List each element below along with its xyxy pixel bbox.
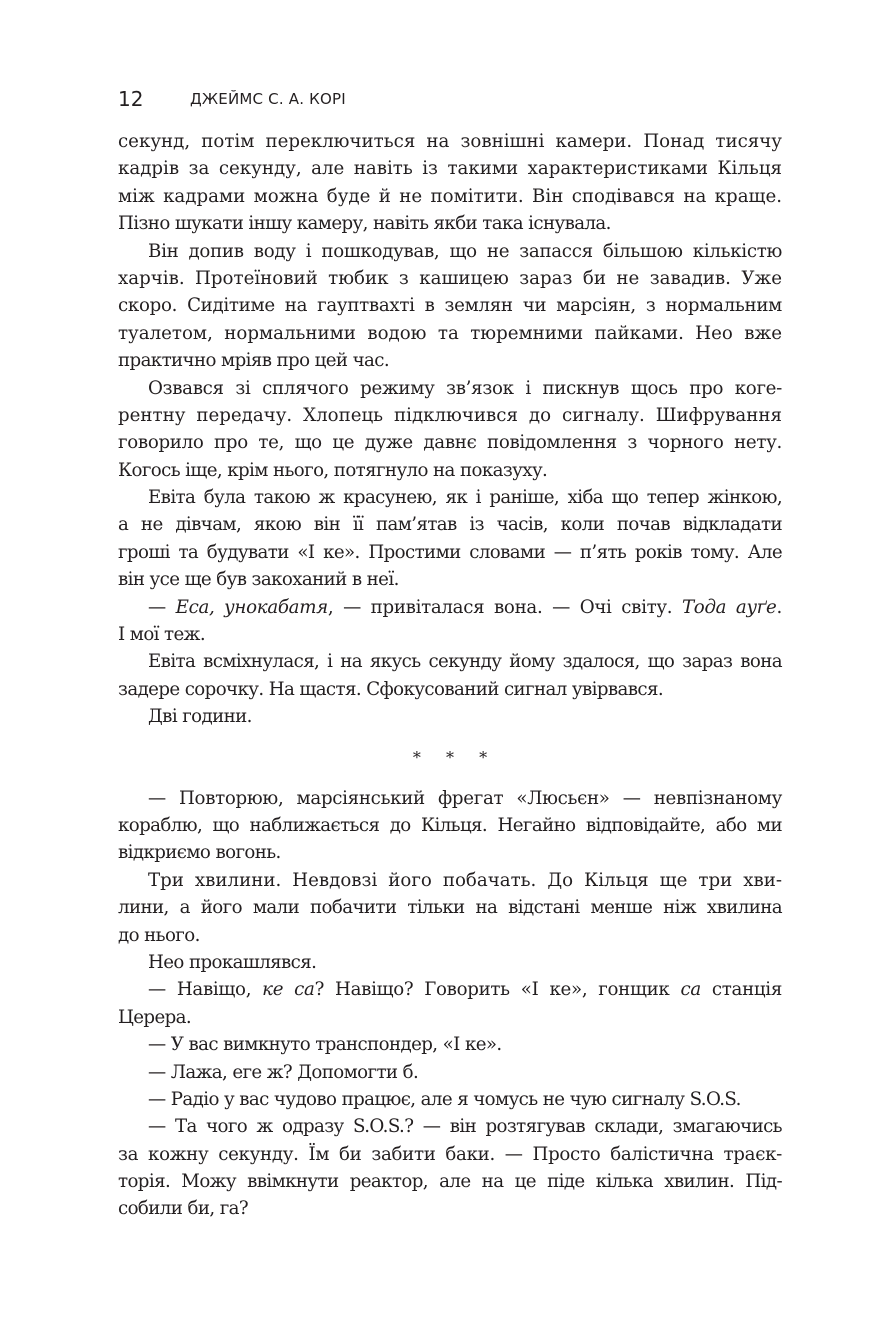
text-line: кадрів за секунду, але навіть із такими характеристиками Кільця <box>118 158 782 180</box>
text-line: І мої теж. <box>118 624 205 646</box>
text-line: за кожну секунду. Їм би забити баки. — Просто балістична траєк- <box>118 1143 782 1165</box>
text-line: задере сорочку. На щастя. Сфокусований сигнал увірвався. <box>118 678 664 700</box>
text-span: , — привіталася вона. — Очі світу. <box>327 596 682 618</box>
paragraph-start-line: Дві години. <box>148 706 252 728</box>
text-line: говорило про те, що це дуже давнє повідомлення з чорного нету. <box>118 432 782 454</box>
dialogue-line <box>118 594 782 621</box>
dialogue-line: — Та чого ж одразу S.O.S.? — він розтягував склади, змагаючись <box>148 1116 782 1138</box>
text-line: Церера. <box>118 1006 192 1028</box>
text-span: — Навіщо, <box>148 979 263 1001</box>
italic-phrase: Тода ауґе <box>681 596 777 618</box>
paragraph-start-line: Три хвилини. Невдовзі його побачать. До Кільця ще три хви- <box>148 869 782 891</box>
text-line: туалетом, нормальними водою та тюремними пайками. Нео вже <box>118 322 782 344</box>
text-line: рентну передачу. Хлопець підключився до сигналу. Шифрування <box>118 404 782 426</box>
dialogue-line: — Радіо у вас чудово працює, але я чомусь не чую сигналу S.O.S. <box>148 1088 741 1110</box>
text-line: він усе ще був закоханий в неї. <box>118 569 399 591</box>
text-span: . <box>776 596 782 618</box>
dialogue-line <box>118 976 782 1003</box>
dialogue-line: — У вас вимкнуто транспондер, «І ке». <box>148 1034 502 1056</box>
text-line: скоро. Сидітиме на гауптвахті в землян чи марсіян, з нормальним <box>118 295 782 317</box>
text-line: відкриємо вогонь. <box>118 842 281 864</box>
text-line: між кадрами можна буде й не помітити. Він сподівався на краще. <box>118 185 782 207</box>
italic-phrase: са <box>680 979 701 1001</box>
text-line: гроші та будувати «І ке». Простими словами — п’ять років тому. Але <box>118 541 782 563</box>
paragraph-start-line: Нео прокашлявся. <box>148 951 317 973</box>
running-head-author: ДЖЕЙМС С. А. КОРІ <box>190 90 346 108</box>
italic-phrase: Еса, унокабатя <box>175 596 328 618</box>
page-number: 12 <box>118 87 144 111</box>
text-line: кораблю, що наближається до Кільця. Негайно відповідайте, або ми <box>118 814 782 836</box>
paragraph-start-line: Озвався зі сплячого режиму зв’язок і пискнув щось про коге- <box>148 377 782 399</box>
paragraph-start-line: Евіта всміхнулася, і на якусь секунду йому здалося, що зараз вона <box>148 651 782 673</box>
section-separator: * * * <box>412 747 498 767</box>
text-span: ? Навіщо? Говорить «І ке», гонщик <box>314 979 681 1001</box>
dash: — <box>148 596 176 618</box>
text-line: практично мріяв про цей час. <box>118 350 390 372</box>
dialogue-line: — Повторюю, марсіянський фрегат «Люсьєн» — невпізнаному <box>148 787 782 809</box>
text-line: Когось іще, крім нього, потягнуло на показуху. <box>118 459 548 481</box>
paragraph-start-line: Він допив воду і пошкодував, що не запасся більшою кількістю <box>148 240 782 262</box>
dialogue-line: — Лажа, еге ж? Допомогти б. <box>148 1061 419 1083</box>
text-line: а не дівчам, якою він її пам’ятав із часів, коли почав відкладати <box>118 514 782 536</box>
italic-phrase: ке са <box>262 979 315 1001</box>
text-line: харчів. Протеїновий тюбик з кашицею зараз би не завадив. Уже <box>118 267 782 289</box>
text-line: до нього. <box>118 924 200 946</box>
text-line: собили би, га? <box>118 1198 249 1220</box>
body-text <box>118 128 782 1223</box>
text-line: секунд, потім переключиться на зовнішні камери. Понад тисячу <box>118 131 782 152</box>
text-span: станція <box>700 979 782 1001</box>
paragraph-start-line: Евіта була такою ж красунею, як і раніше, хіба що тепер жінкою, <box>148 487 782 509</box>
page-header <box>118 84 346 114</box>
text-line: торія. Можу ввімкнути реактор, але на це піде кілька хвилин. Під- <box>118 1171 782 1193</box>
text-line: Пізно шукати іншу камеру, навіть якби така існувала. <box>118 213 611 235</box>
text-line: лини, а його мали побачити тільки на відстані менше ніж хвилина <box>118 897 782 919</box>
